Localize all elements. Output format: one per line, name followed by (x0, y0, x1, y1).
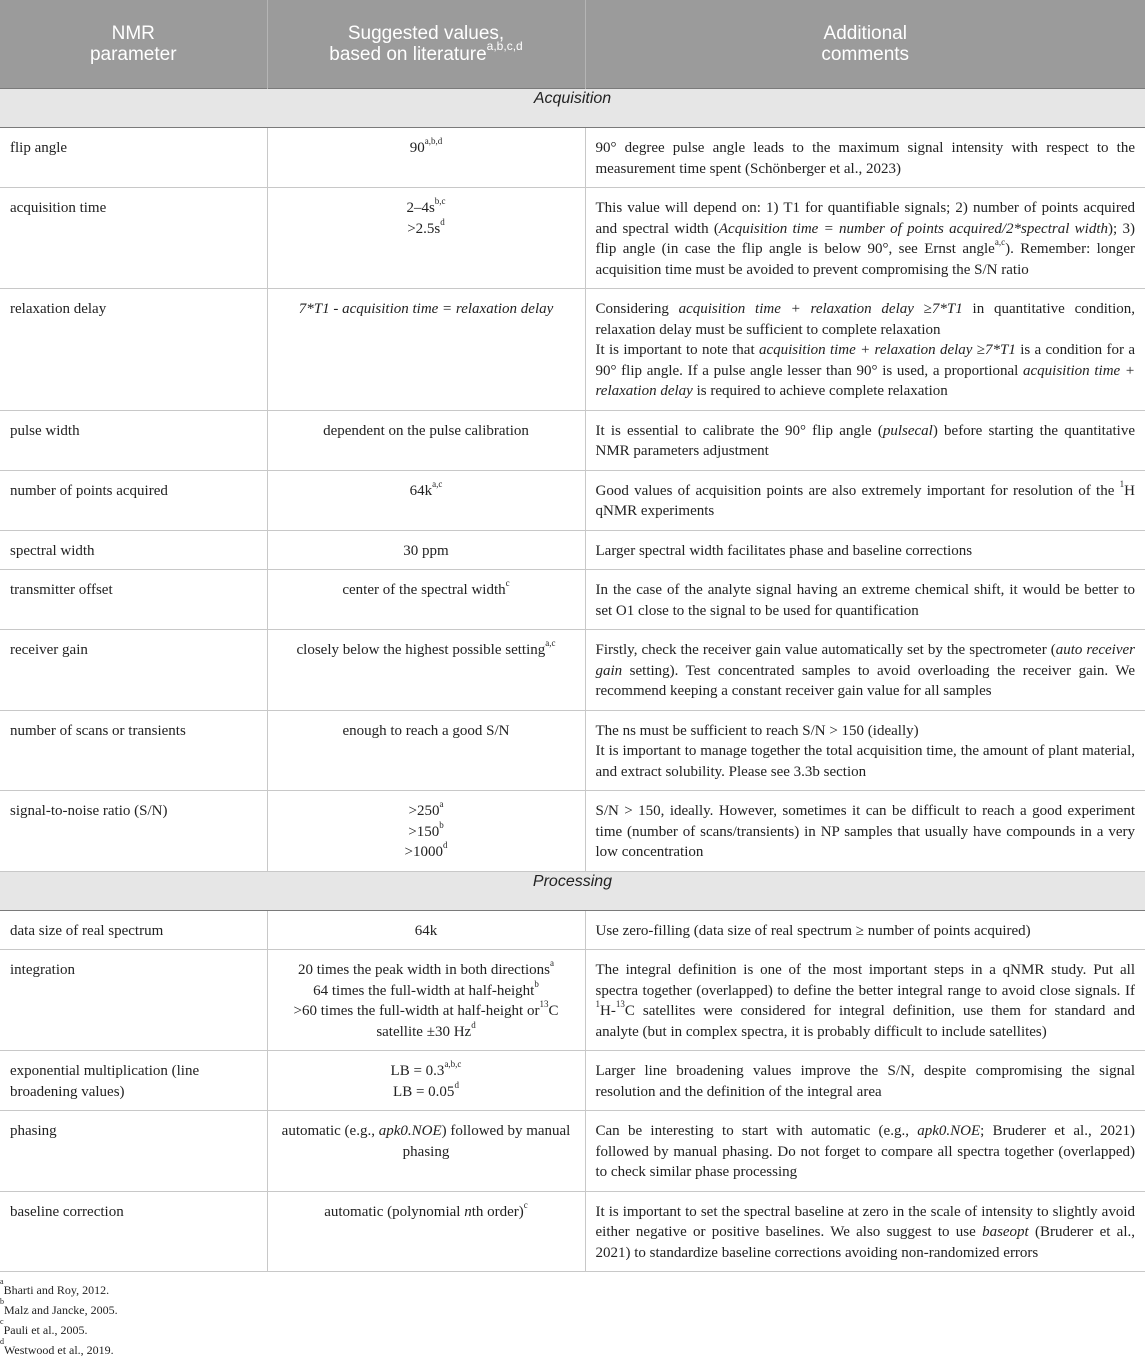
footnote: $^b$Malz and Jancke, 2005. (0, 1297, 118, 1317)
table-row: transmitter offset center of the spectral width$^c$ In the case of the analyte signal having an extreme chemical shift, it would be better to set O1 close to the signal to be used for quantification (0, 570, 1145, 630)
table-row: baseline correction automatic (polynomial nth order)$^c$ It is important to set the spectral baseline at zero in the scale of intensity to slightly avoid either negative or positive baselines. We also suggest to use baseopt (Bruderer et al., 2021) to standardize baseline corrections avoiding non-randomized errors (0, 1191, 1145, 1272)
footnote: $^c$Pauli et al., 2005. (0, 1317, 88, 1337)
table-row: signal-to-noise ratio (S/N) $>250^a$ $>150^b$ $>1000^d$ S/N > 150, ideally. However, sometimes it can be difficult to reach a good experiment time (number of scans/transients) in NP samples that usually have compounds in a very low concentration (0, 791, 1145, 872)
table-row: acquisition time $2-4s^{b,c}$ $>2.5s^d$ This value will depend on: 1) T1 for quantifiable signals; 2) number of points acquired and spectral width (Acquisition time = number of points acquired/2*spectral width); 3) flip angle (in case the flip angle is below 90°, see Ernst angle$^{a,c}$). Remember: longer acquisition time must be avoided to prevent compromising the S/N ratio (0, 188, 1145, 289)
table-row: number of scans or transients enough to reach a good S/N The ns must be sufficient to reach S/N > 150 (ideally) It is important to manage together the total acquisition time, the amount of plant material, and extract solubility. Please see 3.3b section (0, 710, 1145, 791)
table-row: integration 20 times the peak width in both directions$^a$ 64 times the full-width at half-height$^b$ >60 times the full-width at half-height $or^{13}C$ satellite ±30 Hz$^d$ The integral definition is one of the most important steps in a qNMR study. Put all spectra together (overlapped) to define the better integral range to avoid close signals. If $^1$H-$^{13}$C satellites were considered for integral definition, use them for standard and analyte (but in complex spectra, it is probably difficult to include satellites) (0, 950, 1145, 1051)
header-suggested-values: Suggested values, based on literature$^{a,b,c,d}$ (267, 0, 585, 89)
table-header-row (0, 0, 1145, 89)
table-row: exponential multiplication (line broadening values) LB = $0.3^{a,b,c}$ LB = 0.05$^d$ Larger line broadening values improve the S/N, despite compromising the signal resolution and the definition of the integral area (0, 1051, 1145, 1111)
header-nmr-parameter: NMR parameter (0, 0, 267, 89)
footnote: $^d$Westwood et al., 2019. (0, 1337, 114, 1357)
table-row: number of points acquired $64k^{a,c}$ Good values of acquisition points are also extremely important for resolution of the $^1$H qNMR experiments (0, 470, 1145, 530)
table-row: data size of real spectrum 64k Use zero-filling (data size of real spectrum ≥ number of points acquired) (0, 910, 1145, 950)
table-row: phasing automatic (e.g., apk0.NOE) followed by manual phasing Can be interesting to start with automatic (e.g., apk0.NOE; Bruderer et al., 2021) followed by manual phasing. Do not forget to compare all spectra together (overlapped) to check similar phase processing (0, 1111, 1145, 1192)
footnote: $^a$Bharti and Roy, 2012. (0, 1277, 110, 1297)
section-acquisition: Acquisition (0, 89, 1145, 128)
table-row: spectral width 30 ppm Larger spectral width facilitates phase and baseline corrections (0, 530, 1145, 570)
table-row: flip angle 90$^{a,b,d}$ 90° degree pulse angle leads to the maximum signal intensity with respect to the measurement time spent (Schönberger et al., 2023) (0, 128, 1145, 188)
header-additional-comments: Additional comments (585, 0, 1145, 89)
table-row: receiver gain closely below the highest possible setting$^{a,c}$ Firstly, check the receiver gain value automatically set by the spectrometer (auto receiver gain setting). Test concentrated samples to avoid overloading the receiver gain. We recommend keeping a constant receiver gain value for all samples (0, 630, 1145, 711)
table-row: pulse width dependent on the pulse calibration It is essential to calibrate the 90° flip angle (pulsecal) before starting the quantitative NMR parameters adjustment (0, 410, 1145, 470)
section-processing: Processing (0, 871, 1145, 910)
table-row: relaxation delay 7*T1 - acquisition time = relaxation delay Considering acquisition time + relaxation delay ≥7*T1 in quantitative condition, relaxation delay must be sufficient to complete relaxation It is important to note that acquisition time + relaxation delay ≥7*T1 is a condition for a 90° flip angle. If a pulse angle lesser than 90° is used, a proportional acquisition time + relaxation delay is required to achieve complete relaxation (0, 289, 1145, 411)
footnotes (0, 1277, 1145, 1360)
